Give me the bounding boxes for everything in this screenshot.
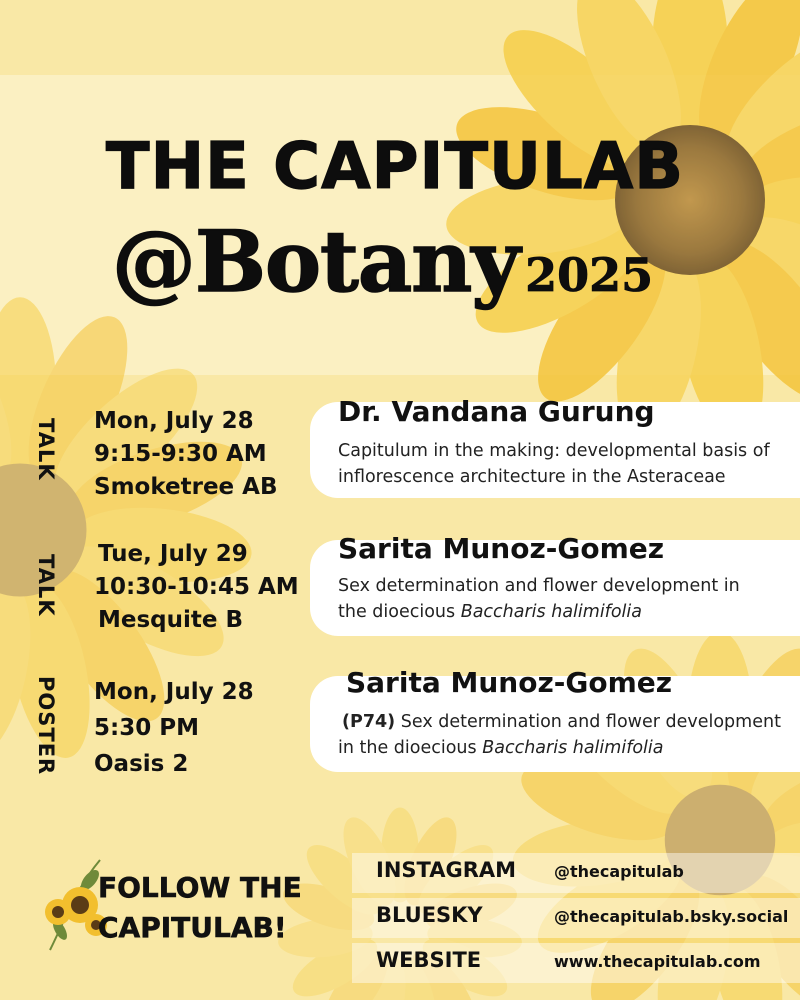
species-name: Baccharis halimifolia xyxy=(482,738,664,758)
social-label: BLUESKY xyxy=(376,903,483,927)
event-day: Mon, July 28 xyxy=(94,408,254,434)
abstract-line: Sex determination and flower development in xyxy=(338,576,740,596)
event-day: Mon, July 28 xyxy=(94,679,254,705)
event-abstract xyxy=(338,709,798,761)
social-row-bluesky[interactable] xyxy=(352,898,800,938)
event-schedule xyxy=(94,674,254,782)
abstract-text: Sex determination and flower development xyxy=(395,712,781,732)
event-abstract xyxy=(338,573,800,625)
abstract-text: the dioecious xyxy=(338,602,461,622)
event-schedule xyxy=(94,405,277,504)
abstract-text: in the dioecious xyxy=(338,738,483,758)
event-room: Mesquite B xyxy=(98,607,244,633)
website-link[interactable]: www.thecapitulab.com xyxy=(554,952,761,971)
presenter-name: Sarita Munoz-Gomez xyxy=(338,532,665,565)
poster-title: THE CAPITULAB xyxy=(105,130,685,204)
social-row-website[interactable] xyxy=(352,943,800,983)
social-label: INSTAGRAM xyxy=(376,858,517,882)
event-time: 9:15-9:30 AM xyxy=(94,441,267,467)
event-type-label: POSTER xyxy=(34,676,58,776)
event-time: 10:30-10:45 AM xyxy=(94,574,299,600)
event-type-label: TALK xyxy=(34,418,58,481)
event-type-label: TALK xyxy=(34,554,58,617)
instagram-handle[interactable]: @thecapitulab xyxy=(554,862,684,881)
social-label: WEBSITE xyxy=(376,948,482,972)
species-name: Baccharis halimifolia xyxy=(460,602,642,622)
abstract-line: Capitulum in the making: developmental basis of xyxy=(338,441,770,461)
title-at-botany: @Botany xyxy=(112,212,520,311)
event-time: 5:30 PM xyxy=(94,715,199,741)
follow-callout xyxy=(98,868,302,948)
presenter-name: Sarita Munoz-Gomez xyxy=(346,666,673,699)
poster-subtitle xyxy=(112,212,653,311)
event-room: Oasis 2 xyxy=(94,751,189,777)
abstract-line: inflorescence architecture in the Asteraceae xyxy=(338,467,726,487)
follow-line: FOLLOW THE xyxy=(98,871,302,904)
abstract-line xyxy=(338,735,798,761)
bluesky-handle[interactable]: @thecapitulab.bsky.social xyxy=(554,907,789,926)
event-schedule xyxy=(94,538,299,637)
event-day: Tue, July 29 xyxy=(98,541,248,567)
abstract-line xyxy=(338,599,800,625)
presenter-name: Dr. Vandana Gurung xyxy=(338,395,655,428)
social-row-instagram[interactable] xyxy=(352,853,800,893)
event-room: Smoketree AB xyxy=(94,474,278,500)
title-year: 2025 xyxy=(525,248,654,302)
event-abstract xyxy=(338,438,800,490)
abstract-line xyxy=(338,709,798,735)
poster-code: (P74) xyxy=(342,712,396,732)
follow-line: CAPITULAB! xyxy=(98,911,287,944)
